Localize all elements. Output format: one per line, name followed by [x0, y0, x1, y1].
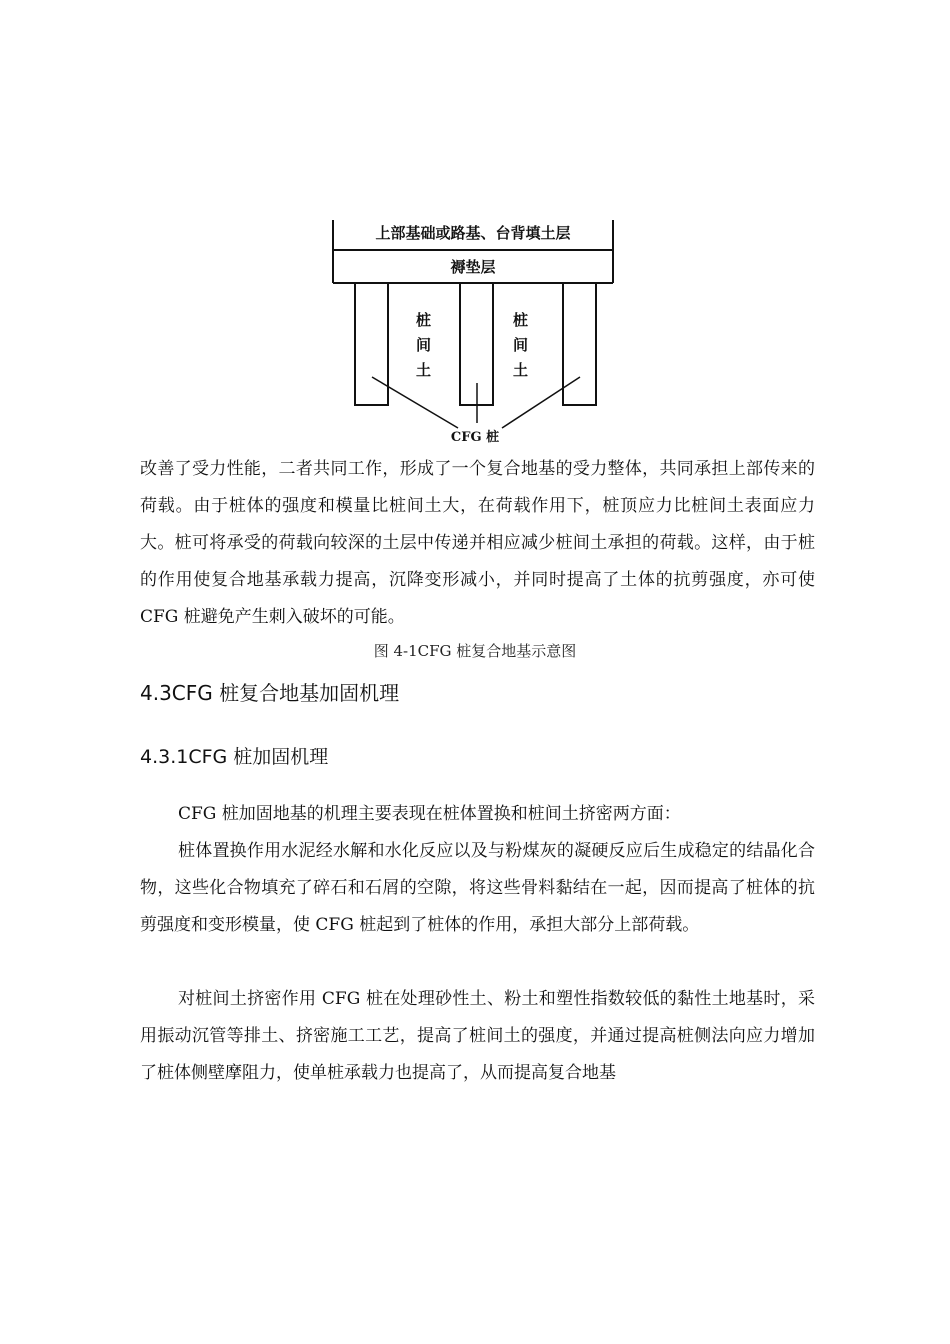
paragraph-3: 桩体置换作用水泥经水解和水化反应以及与粉煤灰的凝硬反应后生成稳定的结晶化合物，这些化合物填充了碎石和石屑的空隙，将这些骨料黏结在一起，因而提高了桩体的抗剪强度和变形模量，使 CFG 桩起到了桩体的作用，承担大部分上部荷载。 — [140, 841, 815, 935]
soil-right-char-1: 桩 — [513, 311, 529, 329]
figure-drawing — [330, 215, 620, 450]
soil-left-char-3: 土 — [416, 361, 432, 379]
figure-caption: 图 4-1CFG 桩复合地基示意图 — [373, 642, 577, 660]
soil-right-char-2: 间 — [513, 336, 529, 354]
pile-label: CFG 桩 — [450, 430, 500, 445]
pile-right — [563, 283, 596, 405]
paragraph-2: CFG 桩加固地基的机理主要表现在桩体置换和桩间土挤密两方面： — [178, 804, 681, 824]
cfg-composite-foundation-figure — [330, 215, 620, 450]
soil-right-char-3: 土 — [513, 361, 529, 379]
cushion-layer-label: 褥垫层 — [450, 258, 496, 276]
section-heading: 4.3CFG 桩复合地基加固机理 — [140, 681, 400, 705]
top-layer-label: 上部基础或路基、台背填土层 — [375, 224, 571, 242]
paragraph-4: 对桩间土挤密作用 CFG 桩在处理砂性土、粉土和塑性指数较低的黏性土地基时，采用振动沉管等排土、挤密施工工艺，提高了桩间土的强度，并通过提高桩侧法向应力增加了桩体侧壁摩阻力，使单桩承载力也提高了，从而提高复合地基 — [140, 989, 815, 1083]
leader-line-right — [502, 377, 580, 428]
pile-left — [355, 283, 388, 405]
soil-left-char-1: 桩 — [416, 311, 432, 329]
leader-line-left — [372, 377, 458, 428]
paragraph-1: 改善了受力性能，二者共同工作，形成了一个复合地基的受力整体，共同承担上部传来的荷载。由于桩体的强度和模量比桩间土大，在荷载作用下，桩顶应力比桩间土表面应力大。桩可将承受的荷载向较深的土层中传递并相应减少桩间土承担的荷载。这样，由于桩的作用使复合地基承载力提高，沉降变形减小，并同时提高了土体的抗剪强度，亦可使 CFG 桩避免产生刺入破坏的可能。 — [140, 459, 815, 627]
soil-left-char-2: 间 — [416, 336, 432, 354]
subsection-heading: 4.3.1CFG 桩加固机理 — [140, 746, 329, 768]
